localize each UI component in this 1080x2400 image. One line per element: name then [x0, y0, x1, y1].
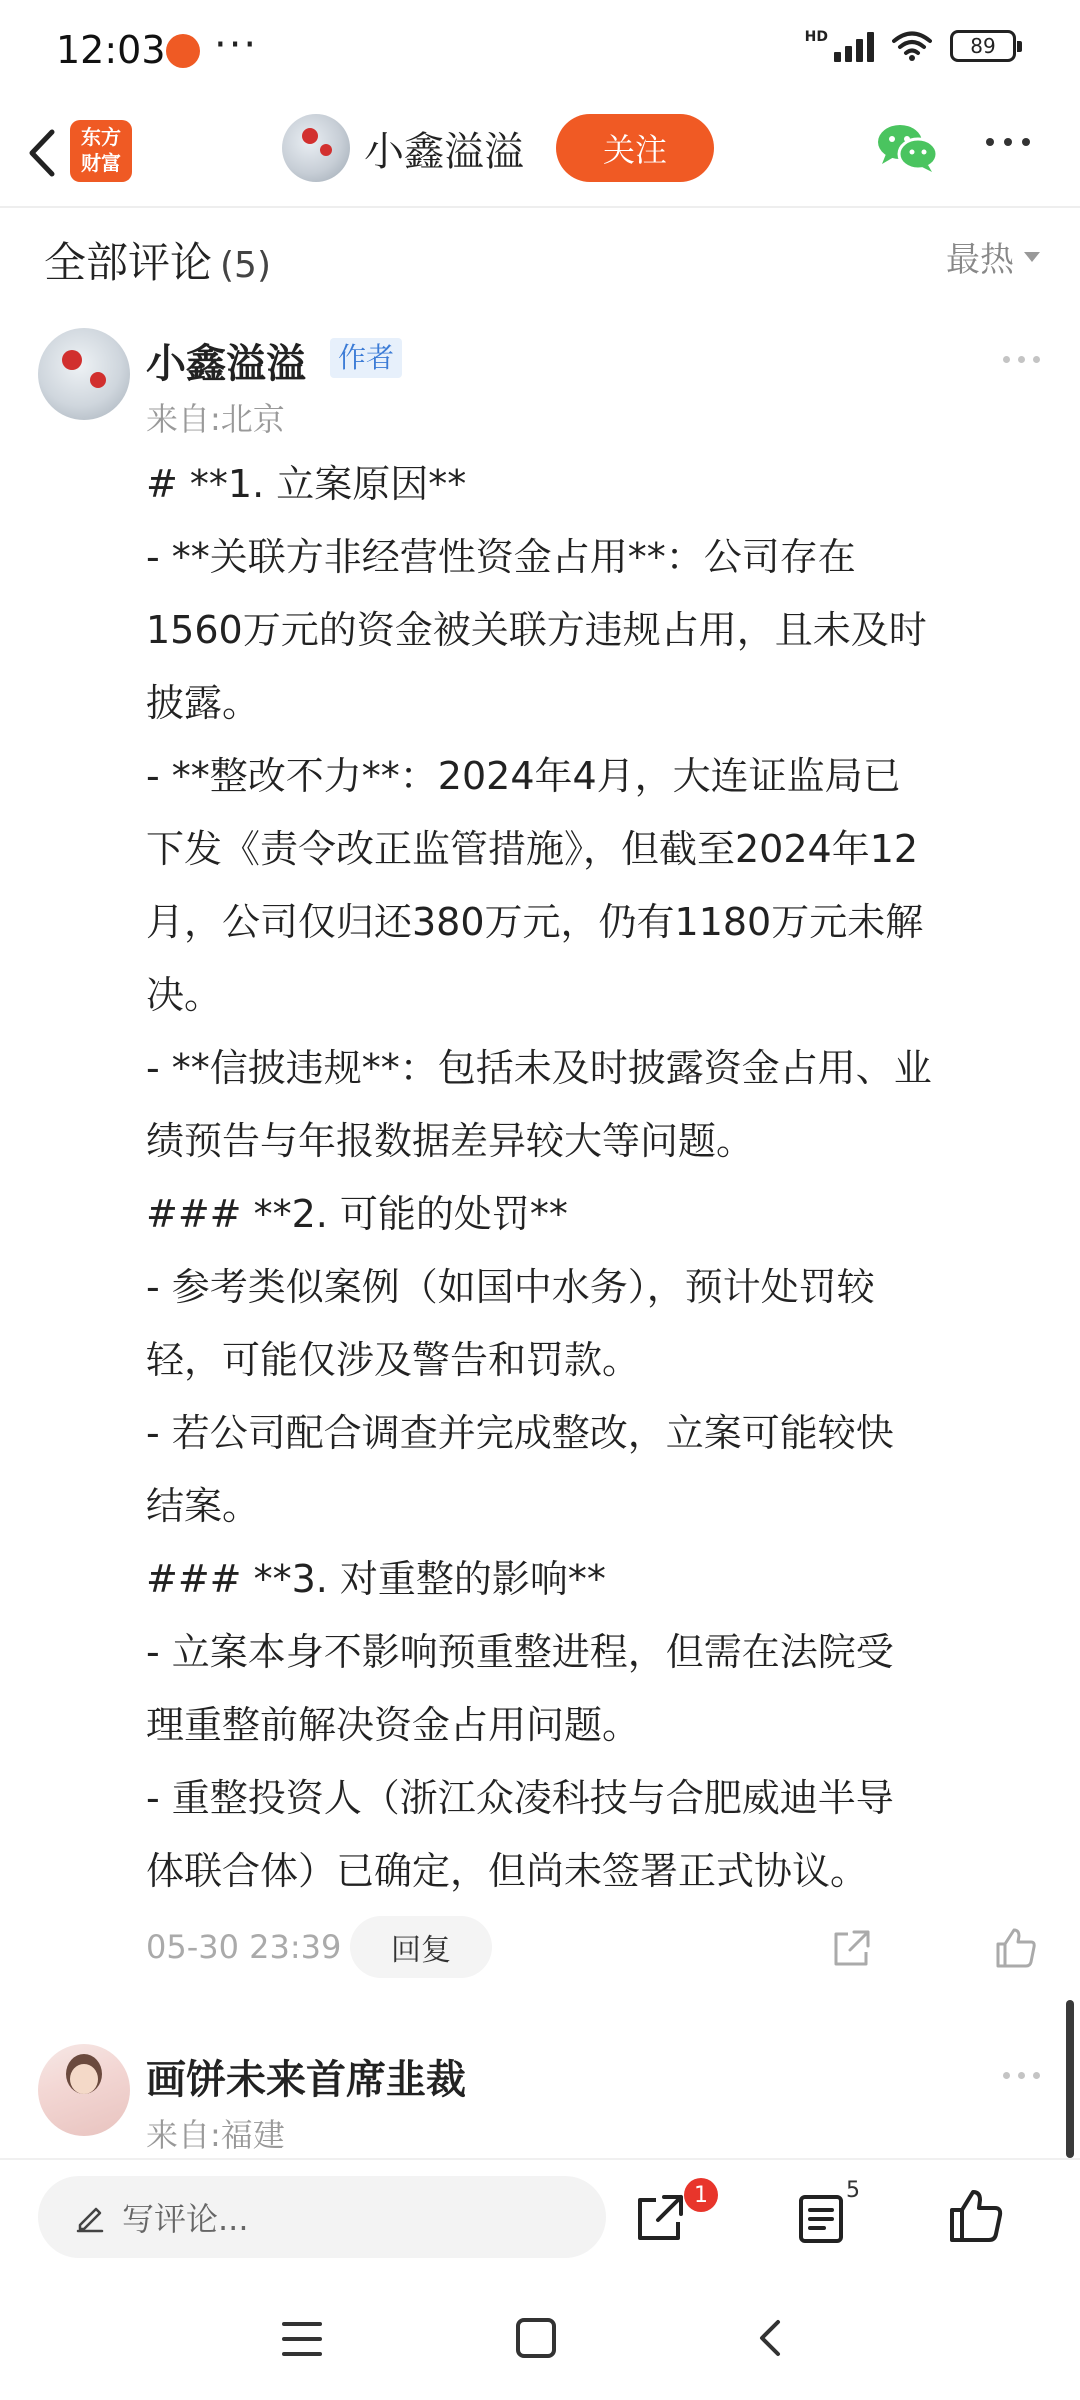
comment-input-placeholder: 写评论... [122, 2200, 249, 2238]
comment-author[interactable]: 小鑫溢溢 [146, 341, 306, 387]
chevron-left-icon [24, 126, 60, 180]
signal-icon [834, 30, 874, 62]
comment-line: - **整改不力**：2024年4月，大连证监局已 [146, 754, 901, 798]
comment-body [146, 448, 1046, 1908]
comment-line: - **信披违规**：包括未及时披露资金占用、业 [146, 1046, 932, 1090]
brand-logo-text: 东方 财富 [81, 125, 121, 175]
comment-line: ### **2. 可能的处罚** [146, 1192, 568, 1236]
header-avatar[interactable] [282, 114, 350, 182]
comment-line: 月，公司仅归还380万元，仍有1180万元未解 [146, 900, 924, 944]
share-icon[interactable] [830, 1928, 872, 1970]
follow-button[interactable]: 关注 [556, 114, 714, 182]
network-type: HD [804, 29, 828, 45]
comment-avatar[interactable] [38, 328, 130, 420]
comment-line: 理重整前解决资金占用问题。 [146, 1703, 641, 1747]
share-icon[interactable] [634, 2192, 686, 2244]
status-time: 12:03 [56, 28, 166, 72]
comment-line: 轻，可能仅涉及警告和罚款。 [146, 1338, 641, 1382]
reply-button[interactable]: 回复 [350, 1916, 492, 1978]
comment-line: 决。 [146, 973, 223, 1017]
comment-line: 下发《责令改正监管措施》，但截至2024年12 [146, 827, 919, 871]
comment-more-icon[interactable] [1003, 356, 1040, 363]
comment-line: # **1. 立案原因** [146, 462, 467, 506]
comment-location: 来自:北京 [146, 400, 285, 438]
comment-input[interactable] [38, 2176, 606, 2258]
section-title [44, 230, 271, 290]
battery-icon [950, 30, 1016, 62]
battery-level: 89 [970, 34, 996, 58]
share-badge: 1 [684, 2178, 718, 2212]
author-badge: 作者 [330, 338, 402, 378]
sort-label: 最热 [946, 240, 1014, 280]
comment-line: - 重整投资人（浙江众凌科技与合肥威迪半导 [146, 1776, 894, 1820]
menu-icon[interactable] [282, 2322, 322, 2356]
more-dots-icon[interactable] [986, 138, 1030, 146]
header-user-name[interactable]: 小鑫溢溢 [364, 129, 524, 175]
comment-author[interactable]: 画饼未来首席韭裁 [146, 2057, 466, 2103]
wifi-icon [892, 30, 932, 62]
status-more: ··· [214, 22, 259, 68]
status-indicators [805, 30, 1016, 62]
home-icon[interactable] [516, 2318, 556, 2358]
comment-line: - 若公司配合调查并完成整改，立案可能较快 [146, 1411, 894, 1455]
comment-avatar[interactable] [38, 2044, 130, 2136]
pencil-icon [74, 2201, 106, 2233]
comment-location: 来自:福建 [146, 2116, 285, 2154]
comment-line: 1560万元的资金被关联方违规占用，且未及时 [146, 608, 927, 652]
header [0, 100, 1080, 208]
list-count: 5 [846, 2178, 860, 2203]
comment-count: (5) [220, 245, 272, 286]
comment-line: 结案。 [146, 1484, 261, 1528]
comment-line: 体联合体）已确定，但尚未签署正式协议。 [146, 1849, 869, 1893]
thumbs-up-icon[interactable] [994, 1926, 1038, 1970]
brand-logo[interactable] [70, 120, 132, 182]
back-icon[interactable] [752, 2318, 792, 2358]
comment-line: - **关联方非经营性资金占用**：公司存在 [146, 535, 856, 579]
comment-more-icon[interactable] [1003, 2072, 1040, 2079]
comment-line: 绩预告与年报数据差异较大等问题。 [146, 1119, 755, 1163]
comment-line: ### **3. 对重整的影响** [146, 1557, 606, 1601]
comment-time: 05-30 23:39 [146, 1928, 342, 1966]
sort-select[interactable] [946, 232, 1040, 281]
thumbs-up-icon[interactable] [948, 2188, 1004, 2244]
comment-line: 披露。 [146, 681, 261, 725]
back-button[interactable] [14, 118, 70, 188]
comment-line: - 立案本身不影响预重整进程，但需在法院受 [146, 1630, 894, 1674]
app-notification-icon [166, 34, 200, 68]
wechat-icon[interactable] [876, 122, 938, 174]
comment-line: - 参考类似案例（如国中水务），预计处罚较 [146, 1265, 875, 1309]
status-bar [0, 0, 1080, 100]
bottom-action-bar [0, 2158, 1080, 2278]
section-title-text: 全部评论 [44, 238, 213, 287]
caret-down-icon [1024, 252, 1040, 262]
system-nav-bar [0, 2278, 1080, 2400]
scrollbar[interactable] [1066, 2000, 1074, 2158]
list-icon[interactable] [798, 2194, 844, 2244]
